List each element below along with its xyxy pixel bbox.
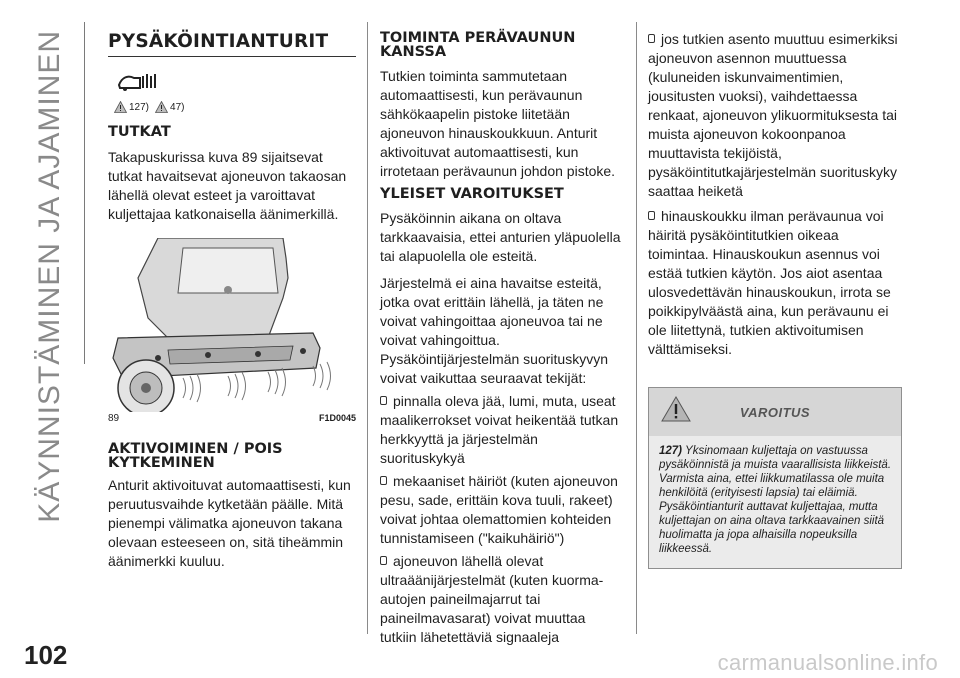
warning-references bbox=[114, 97, 356, 117]
section-heading-toiminta: TOIMINTA PERÄVAUNUN KANSSA bbox=[380, 30, 576, 60]
watermark: carmanualsonline.info bbox=[717, 650, 938, 675]
column-divider bbox=[636, 22, 637, 634]
section-heading-aktivoiminen: AKTIVOIMINEN / POIS KYTKEMINEN bbox=[108, 441, 283, 472]
bullet-marker-icon bbox=[648, 211, 655, 220]
paragraph: Takapuskurissa kuva 89 sijaitsevat tutkat havaitsevat ajoneuvon takaosan lähellä olevat esteet ja varoittavat kuljettajaa katkonaisella äänimerkillä. bbox=[108, 149, 347, 223]
bullet-marker-icon bbox=[648, 34, 655, 43]
paragraph: Tutkien toiminta sammutetaan automaattisesti, kun perävaunun sähkökaapelin pistoke liitetään ajoneuvon hinauskoukkuun. Anturit aktivoituvat automaattisesti, kun irrotetaan perävaunun johdon pistoke. bbox=[380, 68, 616, 179]
warning-number: 127) bbox=[659, 445, 683, 457]
warning-box bbox=[648, 387, 902, 569]
caution-triangle-icon bbox=[155, 101, 168, 113]
car-rear-illustration bbox=[108, 238, 356, 412]
paragraph: Pysäköinnin aikana on oltava tarkkaavaisia, ettei anturien yläpuolella tai alapuolella ole esteitä. bbox=[380, 210, 621, 264]
warning-triangle-icon bbox=[661, 396, 691, 422]
side-rule bbox=[84, 22, 85, 364]
bullet-item: mekaaniset häiriöt (kuten ajoneuvon pesu, sade, erittäin kova tuuli, rakeet) voivat johtaa olemattomien kohteiden tunnistamiseen ("kaikuhäiriö") bbox=[380, 473, 618, 546]
bullet-marker-icon bbox=[380, 476, 387, 485]
paragraph: Pysäköintijärjestelmän suorituskyvyn voivat vaikuttaa seuraavat tekijät: bbox=[380, 351, 608, 386]
paragraph: Anturit aktivoituvat automaattisesti, kun peruutusvaihde kytketään päälle. Mitä pienempi välimatka ajoneuvon takana olevaan esteeseen on, sitä tiheämmin äänimerkki kuuluu. bbox=[108, 477, 351, 570]
caution-reference[interactable]: 47) bbox=[170, 101, 185, 113]
warning-triangle-icon bbox=[114, 101, 127, 113]
figure-89-rear-bumper-sensors bbox=[108, 238, 356, 412]
page-title: PYSÄKÖINTIANTURIT bbox=[108, 32, 356, 57]
figure-number: 89 bbox=[108, 413, 120, 425]
column-2 bbox=[380, 22, 624, 647]
warning-text: 127) Yksinomaan kuljettaja on vastuussa pysäköinnistä ja muista vaarallisista liikkeistä. Varmista aina, ettei liikkumatilassa ole muita henkilöitä (erityisesti lapsia) tai eläimiä. Pysäköintianturit auttavat kuljettajaa, mutta kuljettajan on aina oltava tarkkaavainen siitä huolimatta ja jopa alhaisilla nopeuksilla liikkeessä. bbox=[659, 445, 892, 555]
bullet-item: pinnalla oleva jää, lumi, muta, useat maalikerrokset voivat heikentää tutkan herkkyyttä ja järjestelmän suorituskykyä bbox=[380, 393, 619, 466]
warning-header bbox=[649, 388, 901, 436]
bullet-item: jos tutkien asento muuttuu esimerkiksi ajoneuvon asennon muuttuessa (kuluneiden iskunvaimentimien, jousitusten vuoksi), vaihdettaessa renkaat, ajoneuvon ylikuormituksesta tai muista ajoneuvon kokoonpanoa muuttavista tekijöistä, pysäköintitutkajärjestelmän suorituskyky saattaa heiketä bbox=[648, 31, 898, 199]
warning-reference[interactable]: 127) bbox=[129, 101, 150, 113]
side-section-title: KÄYNNISTÄMINEN JA AJAMINEN bbox=[33, 30, 66, 523]
column-divider bbox=[367, 22, 368, 634]
bullet-marker-icon bbox=[380, 396, 387, 405]
column-1 bbox=[108, 22, 356, 571]
figure-code: F1D0045 bbox=[318, 413, 356, 424]
paragraph: Järjestelmä ei aina havaitse esteitä, jotka ovat erittäin lähellä, ja täten ne voivat vahingoittaa ajoneuvoa tai ne voivat vahingoittua. bbox=[380, 275, 604, 348]
bullet-item: ajoneuvon lähellä olevat ultraäänijärjestelmät (kuten kuorma-autojen paineilmajarrut tai paineilmavasarat) voivat muuttaa tutkiin lähetettäviä signaaleja bbox=[380, 553, 604, 645]
section-heading-yleiset: YLEISET VAROITUKSET bbox=[380, 186, 564, 202]
parking-sensor-symbol-icon bbox=[116, 69, 356, 93]
section-heading-tutkat: TUTKAT bbox=[108, 124, 171, 141]
bullet-item: hinauskoukku ilman perävaunua voi häiritä pysäköintitutkien oikeaa toimintaa. Hinauskoukun asennus voi estää tutkien käytön. Jos aiot asentaa ulosvedettävän hinauskoukun, irrota se poikkipylväästä aina, kun perävaunu ei ole liitettynä, tutkien aktivoitumisen välttämiseksi. bbox=[648, 208, 891, 357]
warning-title: VAROITUS bbox=[739, 404, 811, 420]
bullet-marker-icon bbox=[380, 556, 387, 565]
figure-caption bbox=[108, 413, 356, 424]
page-number: 102 bbox=[24, 640, 68, 670]
column-3 bbox=[648, 22, 900, 569]
